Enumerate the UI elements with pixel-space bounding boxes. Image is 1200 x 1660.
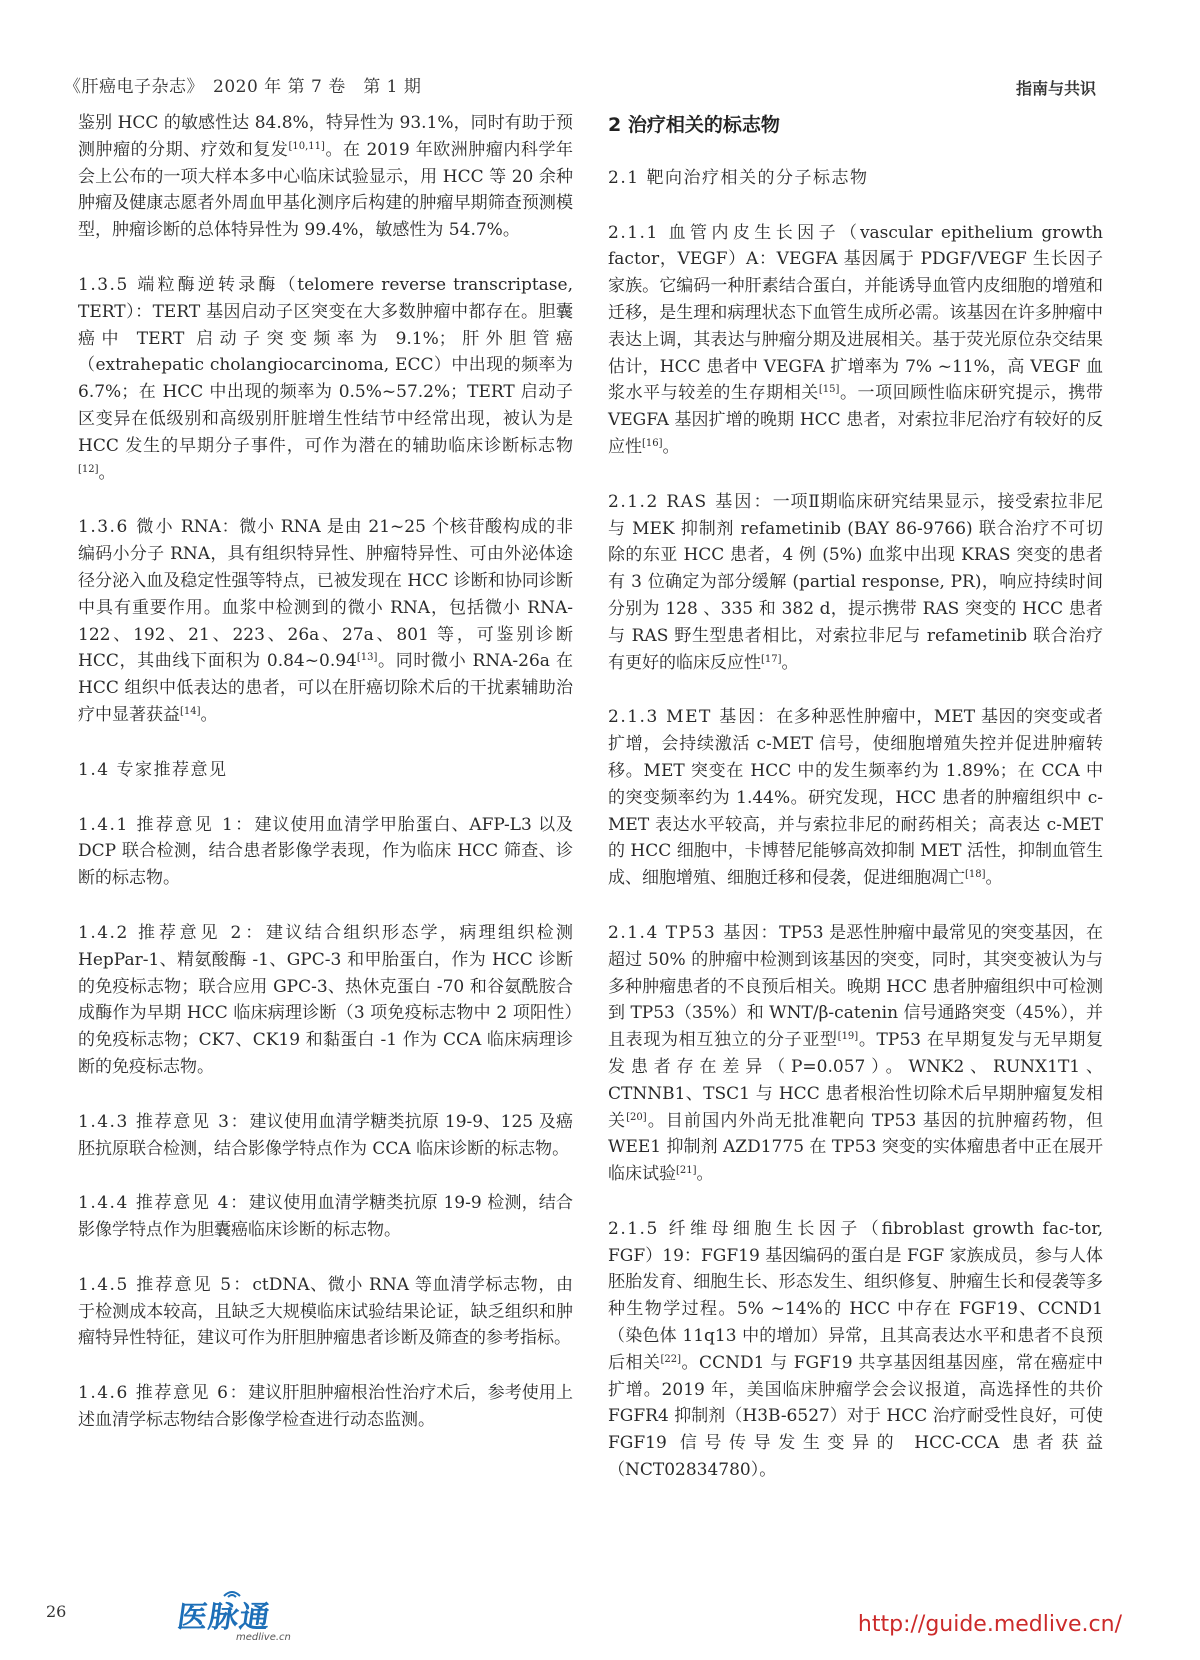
site-url-link[interactable]: http://guide.medlive.cn/ [857,1612,1122,1637]
recommendation-1: 1.4.1 推荐意见 1：建议使用血清学甲胎蛋白、AFP-L3 以及 DCP 联合检测，结合患者影像学表现，作为临床 HCC 筛查、诊断的标志物。 [78,814,573,889]
citation[interactable]: [18] [965,869,986,881]
subsection-heading-targeted-therapy: 2.1 靶向治疗相关的分子标志物 [608,167,869,188]
paragraph-vegf: 2.1.1 血管内皮生长因子（vascular epithelium growth factor，VEGF）A：VEGFA 基因属于 PDGF/VEGF 生长因子家族。它编码一种肝素结合蛋白，并能诱导血管内皮细胞的增殖和迁移，是生理和病理状态下血管生成所必需。该基因在许多肿瘤中表达上调，其表达与肿瘤分期及进展相关。基于荧光原位杂交结果估计，HCC 患者中 VEGFA 扩增率为 7% ~11%，高 VEGF 血浆水平与较差的生存期相关[15]。一项回顾性临床研究提示，携带 VEGFA 基因扩增的晚期 HCC 患者，对索拉非尼治疗有较好的反应性[16]。 [608,222,1103,457]
citation[interactable]: [22] [660,1353,682,1365]
recommendation-6: 1.4.6 推荐意见 6：建议肝胆肿瘤根治性治疗术后，参考使用上述血清学标志物结合影像学检查进行动态监测。 [78,1383,573,1431]
citation[interactable]: [21] [676,1165,697,1177]
medlive-logo-subtitle: medlive.cn [236,1632,291,1643]
recommendation-5: 1.4.5 推荐意见 5：ctDNA、微小 RNA 等血清学标志物，由于检测成本较高，且缺乏大规模临床试验结果论证，缺乏组织和肿瘤特异性特征，建议可作为肝胆肿瘤患者诊断及筛查的参考指标。 [78,1274,573,1349]
recommendation-3: 1.4.3 推荐意见 3：建议使用血清学糖类抗原 19-9、125 及癌胚抗原联合检测，结合影像学特点作为 CCA 临床诊断的标志物。 [78,1111,573,1159]
paragraph-ras: 2.1.2 RAS 基因：一项Ⅱ期临床研究结果显示，接受索拉非尼与 MEK 抑制剂 refametinib (BAY 86-9766) 联合治疗不可切除的东亚 HCC 患者，4 例 (5%) 血浆中出现 KRAS 突变的患者有 3 位确定为部分缓解 (partial response, PR)，响应持续时间分别为 128 、335 和 382 d，提示携带 RAS 突变的 HCC 患者与 RAS 野生型患者相比，对索拉非尼与 refametinib 联合治疗有更好的临床反应性[17]。 [608,491,1103,673]
paragraph-met: 2.1.3 MET 基因：在多种恶性肿瘤中，MET 基因的突变或者扩增，会持续激活 c-MET 信号，使细胞增殖失控并促进肿瘤转移。MET 突变在 HCC 中的发生频率约为 1.89%；在 CCA 中的突变频率约为 1.44%。研究发现，HCC 患者的肿瘤组织中 c-MET 表达水平较高，并与索拉非尼的耐药相关；高表达 c-MET 的 HCC 细胞中，卡博替尼能够高效抑制 MET 活性，抑制血管生成、细胞增殖、细胞迁移和侵袭，促进细胞凋亡[18]。 [608,707,1104,889]
citation[interactable]: [16] [642,437,663,449]
paragraph-methylation: 鉴别 HCC 的敏感性达 84.8%，特异性为 93.1%，同时有助于预测肿瘤的分期、疗效和复发[10,11]。在 2019 年欧洲肿瘤内科学年会上公布的一项大样本多中心临床试验显示，用 HCC 等 20 余种肿瘤及健康志愿者外周血甲基化测序后构建的肿瘤早期筛查预测模型，肿瘤诊断的总体特异性为 99.4%，敏感性为 54.7%。 [78,113,574,241]
paragraph-fgf19: 2.1.5 纤维母细胞生长因子（fibroblast growth fac-tor, FGF）19：FGF19 基因编码的蛋白是 FGF 家族成员，参与人体胚胎发育、细胞生长、形态发生、组织修复、肿瘤生长和侵袭等多种生物学过程。5% ~14%的 HCC 中存在 FGF19、CCND1（染色体 11q13 中的增加）异常，且其高表达水平和患者不良预后相关[22]。CCND1 与 FGF19 共享基因组基因座，常在癌症中扩增。2019 年，美国临床肿瘤学会会议报道，高选择性的共价 FGFR4 抑制剂（H3B-6527）对于 HCC 治疗耐受性良好，可使 FGF19 信号传导发生变异的 HCC-CCA 患者获益（NCT02834780）。 [608,1218,1103,1481]
paragraph-microrna: 1.3.6 微小 RNA：微小 RNA 是由 21~25 个核苷酸构成的非编码小分子 RNA，具有组织特异性、肿瘤特异性、可由外泌体途径分泌入血及稳定性强等特点，已被发现在 HCC 诊断和协同诊断中具有重要作用。血浆中检测到的微小 RNA，包括微小 RNA-122、192、21、223、26a、27a、801 等，可鉴别诊断 HCC，其曲线下面积为 0.84~0.94[13]。同时微小 RNA-26a 在 HCC 组织中低表达的患者，可以在肝癌切除术后的干扰素辅助治疗中显著获益[14]。 [78,517,573,725]
subsection-heading: 1.3.6 微小 [78,517,175,538]
paragraph-tert: 1.3.5 端粒酶逆转录酶（telomere reverse transcriptase, TERT）：TERT 基因启动子区突变在大多数肿瘤中都存在。胆囊癌中 TERT 启动子突变频率为 9.1%；肝外胆管癌（extrahepatic cholangiocarcinoma, ECC）中出现的频率为 6.7%；在 HCC 中出现的频率为 0.5%~57.2%；TERT 启动子区变异在低级别和高级别肝脏增生性结节中经常出现，被认为是 HCC 发生的早期分子事件，可作为潜在的辅助临床诊断标志物[12]。 [78,274,573,483]
journal-header: 《肝癌电子杂志》 2020 年 第 7 卷 第 1 期 [64,77,422,97]
recommendation-4: 1.4.4 推荐意见 4：建议使用血清学糖类抗原 19-9 检测，结合影像学特点作为胆囊癌临床诊断的标志物。 [78,1193,573,1241]
citation[interactable]: [14] [180,705,201,717]
medlive-logo[interactable]: 医脉通 [175,1600,273,1635]
page-number: 26 [46,1602,67,1621]
subsection-heading: 1.3.5 端粒酶逆转录酶 [78,274,279,295]
left-column [78,110,573,1462]
citation[interactable]: [12] [78,463,99,475]
section-label: 指南与共识 [1015,79,1096,98]
paragraph-tp53: 2.1.4 TP53 基因：TP53 是恶性肿瘤中最常见的突变基因，在超过 50% 的肿瘤中检测到该基因的突变，同时，其突变被认为与多种肿瘤患者的不良预后相关。晚期 HCC 患者肿瘤组织中可检测到 TP53（35%）和 WNT/β-catenin 信号通路突变（45%），并且表现为相互独立的分子亚型[19]。TP53 在早期复发与无早期复发患者存在差异（P=0.057）。WNK2、RUNX1T1、CTNNB1、TSC1 与 HCC 患者根治性切除术后早期肿瘤复发相关[20]。目前国内外尚无批准靶向 TP53 基因的抗肿瘤药物，但 WEE1 抑制剂 AZD1775 在 TP53 突变的实体瘤患者中正在展开临床试验[21]。 [608,922,1104,1185]
citation[interactable]: [13] [356,652,378,664]
citation[interactable]: [15] [818,384,840,396]
right-column [608,110,1103,1512]
section-heading-expert-recommendations: 1.4 专家推荐意见 [78,759,228,780]
section-heading-treatment-markers: 2 治疗相关的标志物 [608,114,780,136]
citation[interactable]: [19] [837,1031,859,1043]
citation[interactable]: [17] [761,653,782,665]
recommendation-2: 1.4.2 推荐意见 2：建议结合组织形态学，病理组织检测 HepPar-1、精氨酸酶 -1、GPC-3 和甲胎蛋白，作为 HCC 诊断的免疫标志物；联合应用 GPC-3、热休克蛋白 -70 和谷氨酰胺合成酶作为早期 HCC 临床病理诊断（3 项免疫标志物中 2 项阳性）的免疫标志物；CK7、CK19 和黏蛋白 -1 作为 CCA 临床病理诊断的免疫标志物。 [78,922,573,1077]
citation[interactable]: [10,11] [288,140,325,152]
citation[interactable]: [20] [626,1111,647,1123]
